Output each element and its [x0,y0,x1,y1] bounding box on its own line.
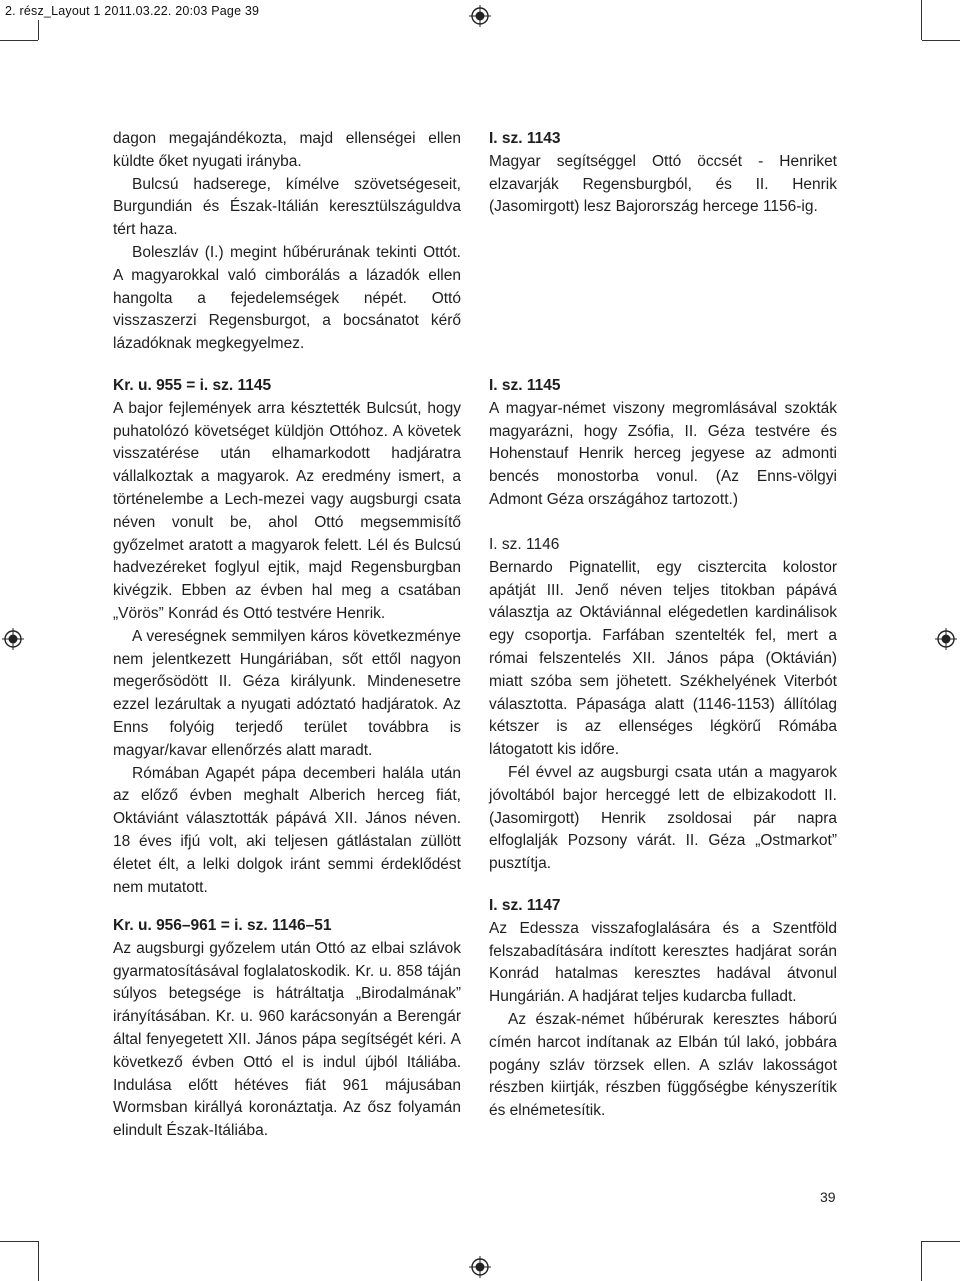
body-paragraph: Magyar segítséggel Ottó öccsét - Henriket elzavarják Regensburgból, és II. Henrik (Jasomirgott) lesz Bajorország hercege 1156-ig. [489,152,837,216]
body-paragraph: A vereségnek semmilyen káros következménye nem jelentkezett Hungáriában, sőt ettől nagyon megerősödött II. Géza királyunk. Mindenesetre ezzel lezárultak a nyugati adóztató hadjáratok. Az Enns folyóig terjedő terület továbbra is magyar/kavar ellenőrzés alatt maradt. [113,627,461,759]
section-heading: I. sz. 1147 [489,897,561,914]
body-paragraph: A magyar-német viszony megromlásával szokták magyarázni, hogy Zsófia, II. Géza testvére és Hohenstauf Henrik herceg jegyese az admonti bencés monostorba vonul. (Az Enns-völgyi Admont Géza országához tartozott.) [489,399,837,508]
body-paragraph: Az észak-német hűbérurak keresztes háború címén harcot indítanak az Elbán túl lakó, jobbára pogány szláv törzsek ellen. A szláv lakosságot részben kiirtják, részben függőségbe kényszerítik és elnémetesítik. [489,1010,837,1120]
registration-mark-top-icon [469,5,491,27]
crop-mark-top-right-v [921,0,922,40]
crop-mark-top-left-v [38,20,39,40]
intro-paragraph: Bulcsú hadserege, kímélve szövetségeseit, Burgundián és Észak-Itálián keresztülszáguldva tért haza. [113,175,461,239]
section-heading: I. sz. 1145 [489,377,561,394]
page-number: 39 [820,1189,836,1205]
left-column [113,128,461,356]
registration-mark-left-icon [2,628,24,650]
body-paragraph: Fél évvel az augsburgi csata után a magyarok jóvoltából bajor herceggé lett de elbizakodott II. (Jasomirgott) Henrik zsoldosai pár napra elfoglalják Pozsony várát. II. Géza „Ostmarkot” pusztítja. [489,763,837,873]
body-paragraph: A bajor fejlemények arra késztették Bulcsút, hogy puhatolózó követséget küldjön Ottóhoz. A követek visszatérése után elhamarkodott hadjáratra vállalkoztak a magyarok. Az eredmény ismert, a történelembe a Lech-mezei vagy augsburgi csata néven vonult be, ahol Ottó megsemmisítő győzelmet aratott a magyarok felett. Lél és Bulcsú hadvezéreket foglyul ejtik, majd Regensburgban kivégzik. Ebben az évben hal meg a csatában „Vörös” Konrád és Ottó testvére Henrik. [113,399,461,622]
registration-mark-bottom-icon [469,1256,491,1278]
section-1147 [489,895,837,1123]
crop-mark-top-right-h [922,40,960,41]
body-paragraph: Rómában Agapét pápa decemberi halála után az előző évben meghalt Alberich herceg fiát, Oktáviánt választották pápává XII. János néven. 18 éves ifjú volt, aki teljesen gátlástalan züllött életet élt, a lelki dolgok iránt semmi érdeklődést nem mutatott. [113,764,461,896]
section-heading: Kr. u. 955 = i. sz. 1145 [113,377,272,394]
body-paragraph: Az Edessza visszafoglalására és a Szentföld felszabadítására indított keresztes hadjárat során Konrád hatalmas keresztes hadával átvonul Hungárián. A hadjárat teljes kudarcba fulladt. [489,919,837,1006]
section-heading: Kr. u. 956–961 = i. sz. 1146–51 [113,917,332,934]
intro-paragraph: dagon megajándékozta, majd ellenségei ellen küldte őket nyugati irányba. [113,130,461,170]
section-1143 [489,128,837,219]
section-1145 [489,375,837,512]
section-956-961 [113,915,461,1143]
section-heading: I. sz. 1143 [489,130,561,147]
crop-mark-bottom-right-h [922,1241,960,1242]
body-paragraph: Bernardo Pignatellit, egy cisztercita kolostor apátját III. Jenő néven teljes titokban pápává választja az Oktáviánnal elégedetlen kardinálisok egy csoportja. Farfában szentelték fel, mert a római felszentelés XII. János pápa (Oktávián) miatt szóba sem jöhetett. Székhelyének Viterbót választotta. Pápasága alatt (1146-1153) állítólag kétszer is az ellenséges légkörű Rómába látogatott kis időre. [489,558,837,759]
crop-mark-bottom-left-h [0,1241,38,1242]
intro-paragraph: Boleszláv (I.) megint hűbérurának tekinti Ottót. A magyarokkal való cimborálás a lázadók ellen hangolta a fejedelemségek népét. Ottó visszaszerzi Regensburgot, a bocsánatot kérő lázadóknak megkegyelmez. [113,243,461,353]
crop-mark-bottom-left-v [38,1241,39,1281]
section-heading: I. sz. 1146 [489,536,560,553]
printer-slug: 2. rész_Layout 1 2011.03.22. 20:03 Page 39 [5,4,260,18]
registration-mark-right-icon [935,628,957,650]
crop-mark-top-left-h [0,40,38,41]
body-paragraph: Az augsburgi győzelem után Ottó az elbai szlávok gyarmatosításával foglalatoskodik. Kr. u. 858 táján súlyos betegsége is hátráltatja „Birodalmának” irányításában. Kr. u. 960 karácsonyán a Berengár által fenyegetett XII. János pápa segítségét kéri. A következő évben Ottó el is indul újból Itáliába. Indulása előtt hétéves fiát 961 májusában Wormsban királlyá koronáztatja. Az ősz folyamán elindult Észak-Itáliába. [113,939,461,1140]
section-1146 [489,534,837,876]
section-955 [113,375,461,899]
crop-mark-bottom-right-v [921,1241,922,1281]
